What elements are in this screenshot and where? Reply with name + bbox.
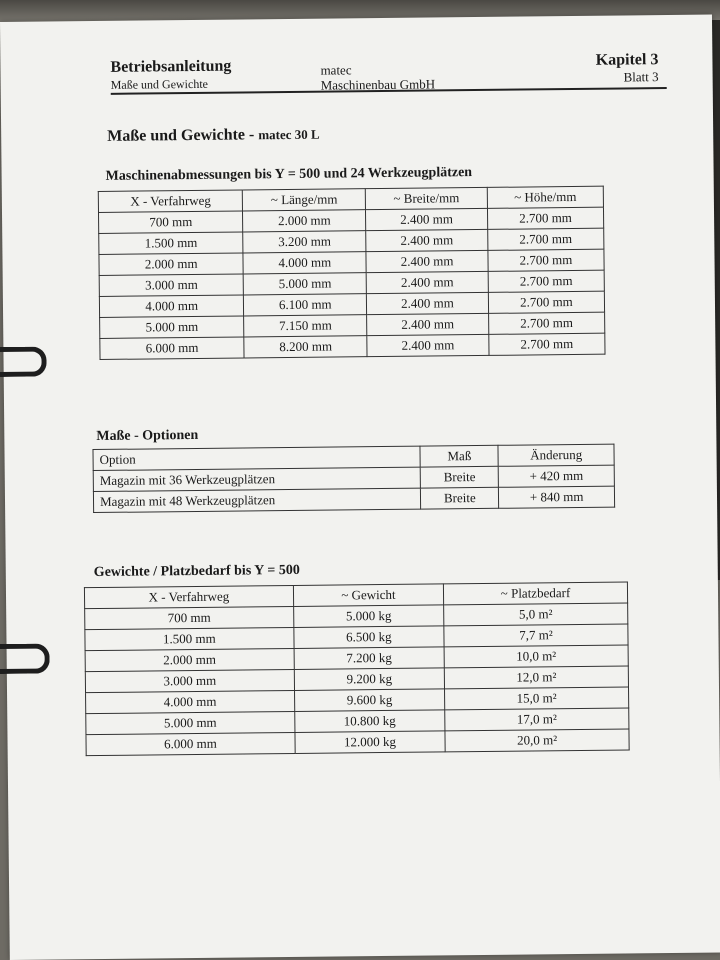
table-cell: 7.200 kg — [294, 647, 444, 670]
column-header: X - Verfahrweg — [98, 190, 243, 213]
table-cell: 6.000 mm — [86, 732, 295, 755]
table-cell: 7.150 mm — [244, 315, 367, 337]
table-row — [93, 486, 614, 512]
manual-title: Betriebsanleitung — [110, 57, 232, 76]
table-cell: 4.000 mm — [99, 295, 244, 318]
table-cell: 2.000 mm — [99, 253, 244, 276]
table-row — [100, 333, 605, 359]
table-cell: 10.800 kg — [295, 710, 445, 733]
weights-table — [84, 581, 630, 756]
sheet-label: Blatt 3 — [623, 69, 659, 85]
column-header: ~ Höhe/mm — [487, 186, 603, 208]
table-cell: 10,0 m² — [444, 645, 628, 668]
company-line-2: Maschinenbau GmbH — [320, 76, 436, 93]
table-cell: 700 mm — [85, 606, 294, 629]
dimensions-table — [98, 186, 606, 360]
table-cell: 15,0 m² — [445, 687, 629, 710]
header-right — [596, 51, 659, 86]
table-cell: 6.500 kg — [294, 626, 444, 649]
binder-ring-icon — [0, 347, 47, 378]
table-cell: 2.700 mm — [488, 291, 604, 313]
table-cell: 12.000 kg — [295, 731, 445, 754]
company-line-1: matec — [320, 62, 352, 78]
table-cell: 3.200 mm — [243, 231, 366, 253]
table-cell: 2.000 mm — [243, 210, 366, 232]
table-cell: 9.600 kg — [294, 689, 444, 712]
chapter-label: Kapitel 3 — [595, 51, 659, 69]
table-cell: 2.700 mm — [488, 270, 604, 292]
section-model: matec 30 L — [258, 126, 320, 143]
table-cell: 6.000 mm — [100, 337, 245, 360]
column-header: ~ Breite/mm — [365, 187, 487, 209]
column-header: ~ Platzbedarf — [443, 582, 627, 605]
table-cell: 4.000 mm — [86, 690, 295, 713]
table-cell: 4.000 mm — [243, 252, 366, 274]
table-cell: 9.200 kg — [294, 668, 444, 691]
table-cell: 2.700 mm — [488, 249, 604, 271]
header-left — [110, 58, 231, 93]
column-header: X - Verfahrweg — [84, 585, 293, 608]
table-cell: 5.000 kg — [293, 605, 443, 628]
table-cell: 2.400 mm — [366, 250, 488, 272]
column-header: ~ Länge/mm — [243, 189, 366, 211]
table-cell: 2.400 mm — [366, 208, 488, 230]
dimensions-caption: Maschinenabmessungen bis Y = 500 und 24 Werkzeugplätzen — [105, 165, 473, 184]
table-row — [86, 729, 629, 756]
section-title — [107, 126, 320, 146]
table-cell: + 840 mm — [499, 486, 615, 508]
table-cell: 2.700 mm — [488, 312, 604, 334]
table-cell: 2.700 mm — [488, 228, 604, 250]
company-name — [320, 61, 435, 92]
table-cell: 7,7 m² — [444, 624, 628, 647]
table-cell: 2.400 mm — [366, 229, 488, 251]
manual-subtitle: Maße und Gewichte — [110, 76, 209, 92]
table-cell: + 420 mm — [498, 465, 614, 487]
table-cell: 2.400 mm — [366, 271, 488, 293]
table-cell: 2.400 mm — [367, 292, 489, 314]
table-cell: 2.700 mm — [489, 333, 605, 355]
options-table — [92, 444, 615, 513]
table-cell: 2.000 mm — [85, 648, 294, 671]
table-cell: 1.500 mm — [99, 232, 244, 255]
table-cell: 3.000 mm — [85, 669, 294, 692]
table-cell: 6.100 mm — [244, 294, 367, 316]
table-cell: Breite — [421, 487, 499, 509]
binder-ring-icon — [0, 644, 50, 675]
weights-caption: Gewichte / Platzbedarf bis Y = 500 — [93, 562, 300, 581]
table-cell: 12,0 m² — [444, 666, 628, 689]
table-cell: 8.200 mm — [244, 336, 367, 358]
table-cell: 5.000 mm — [86, 711, 295, 734]
table-cell: 17,0 m² — [445, 708, 629, 731]
table-cell: Breite — [421, 466, 499, 488]
section-title-text: Maße und Gewichte - — [107, 126, 255, 145]
column-header: Option — [93, 446, 421, 470]
table-cell: 2.400 mm — [367, 334, 489, 356]
table-cell: 5,0 m² — [444, 603, 628, 626]
table-cell: 3.000 mm — [99, 274, 244, 297]
table-cell: 700 mm — [99, 211, 244, 234]
column-header: Maß — [420, 445, 498, 467]
column-header: Änderung — [498, 444, 614, 466]
table-cell: Magazin mit 36 Werkzeugplätzen — [93, 467, 421, 491]
table-cell: 2.700 mm — [487, 207, 603, 229]
options-caption: Maße - Optionen — [96, 427, 199, 445]
table-cell: 5.000 mm — [100, 316, 245, 339]
column-header: ~ Gewicht — [293, 584, 443, 607]
table-cell: 20,0 m² — [445, 729, 629, 752]
table-cell: Magazin mit 48 Werkzeugplätzen — [93, 488, 421, 512]
table-cell: 5.000 mm — [244, 273, 367, 295]
table-cell: 2.400 mm — [367, 313, 489, 335]
table-cell: 1.500 mm — [85, 627, 294, 650]
document-page — [0, 15, 720, 960]
